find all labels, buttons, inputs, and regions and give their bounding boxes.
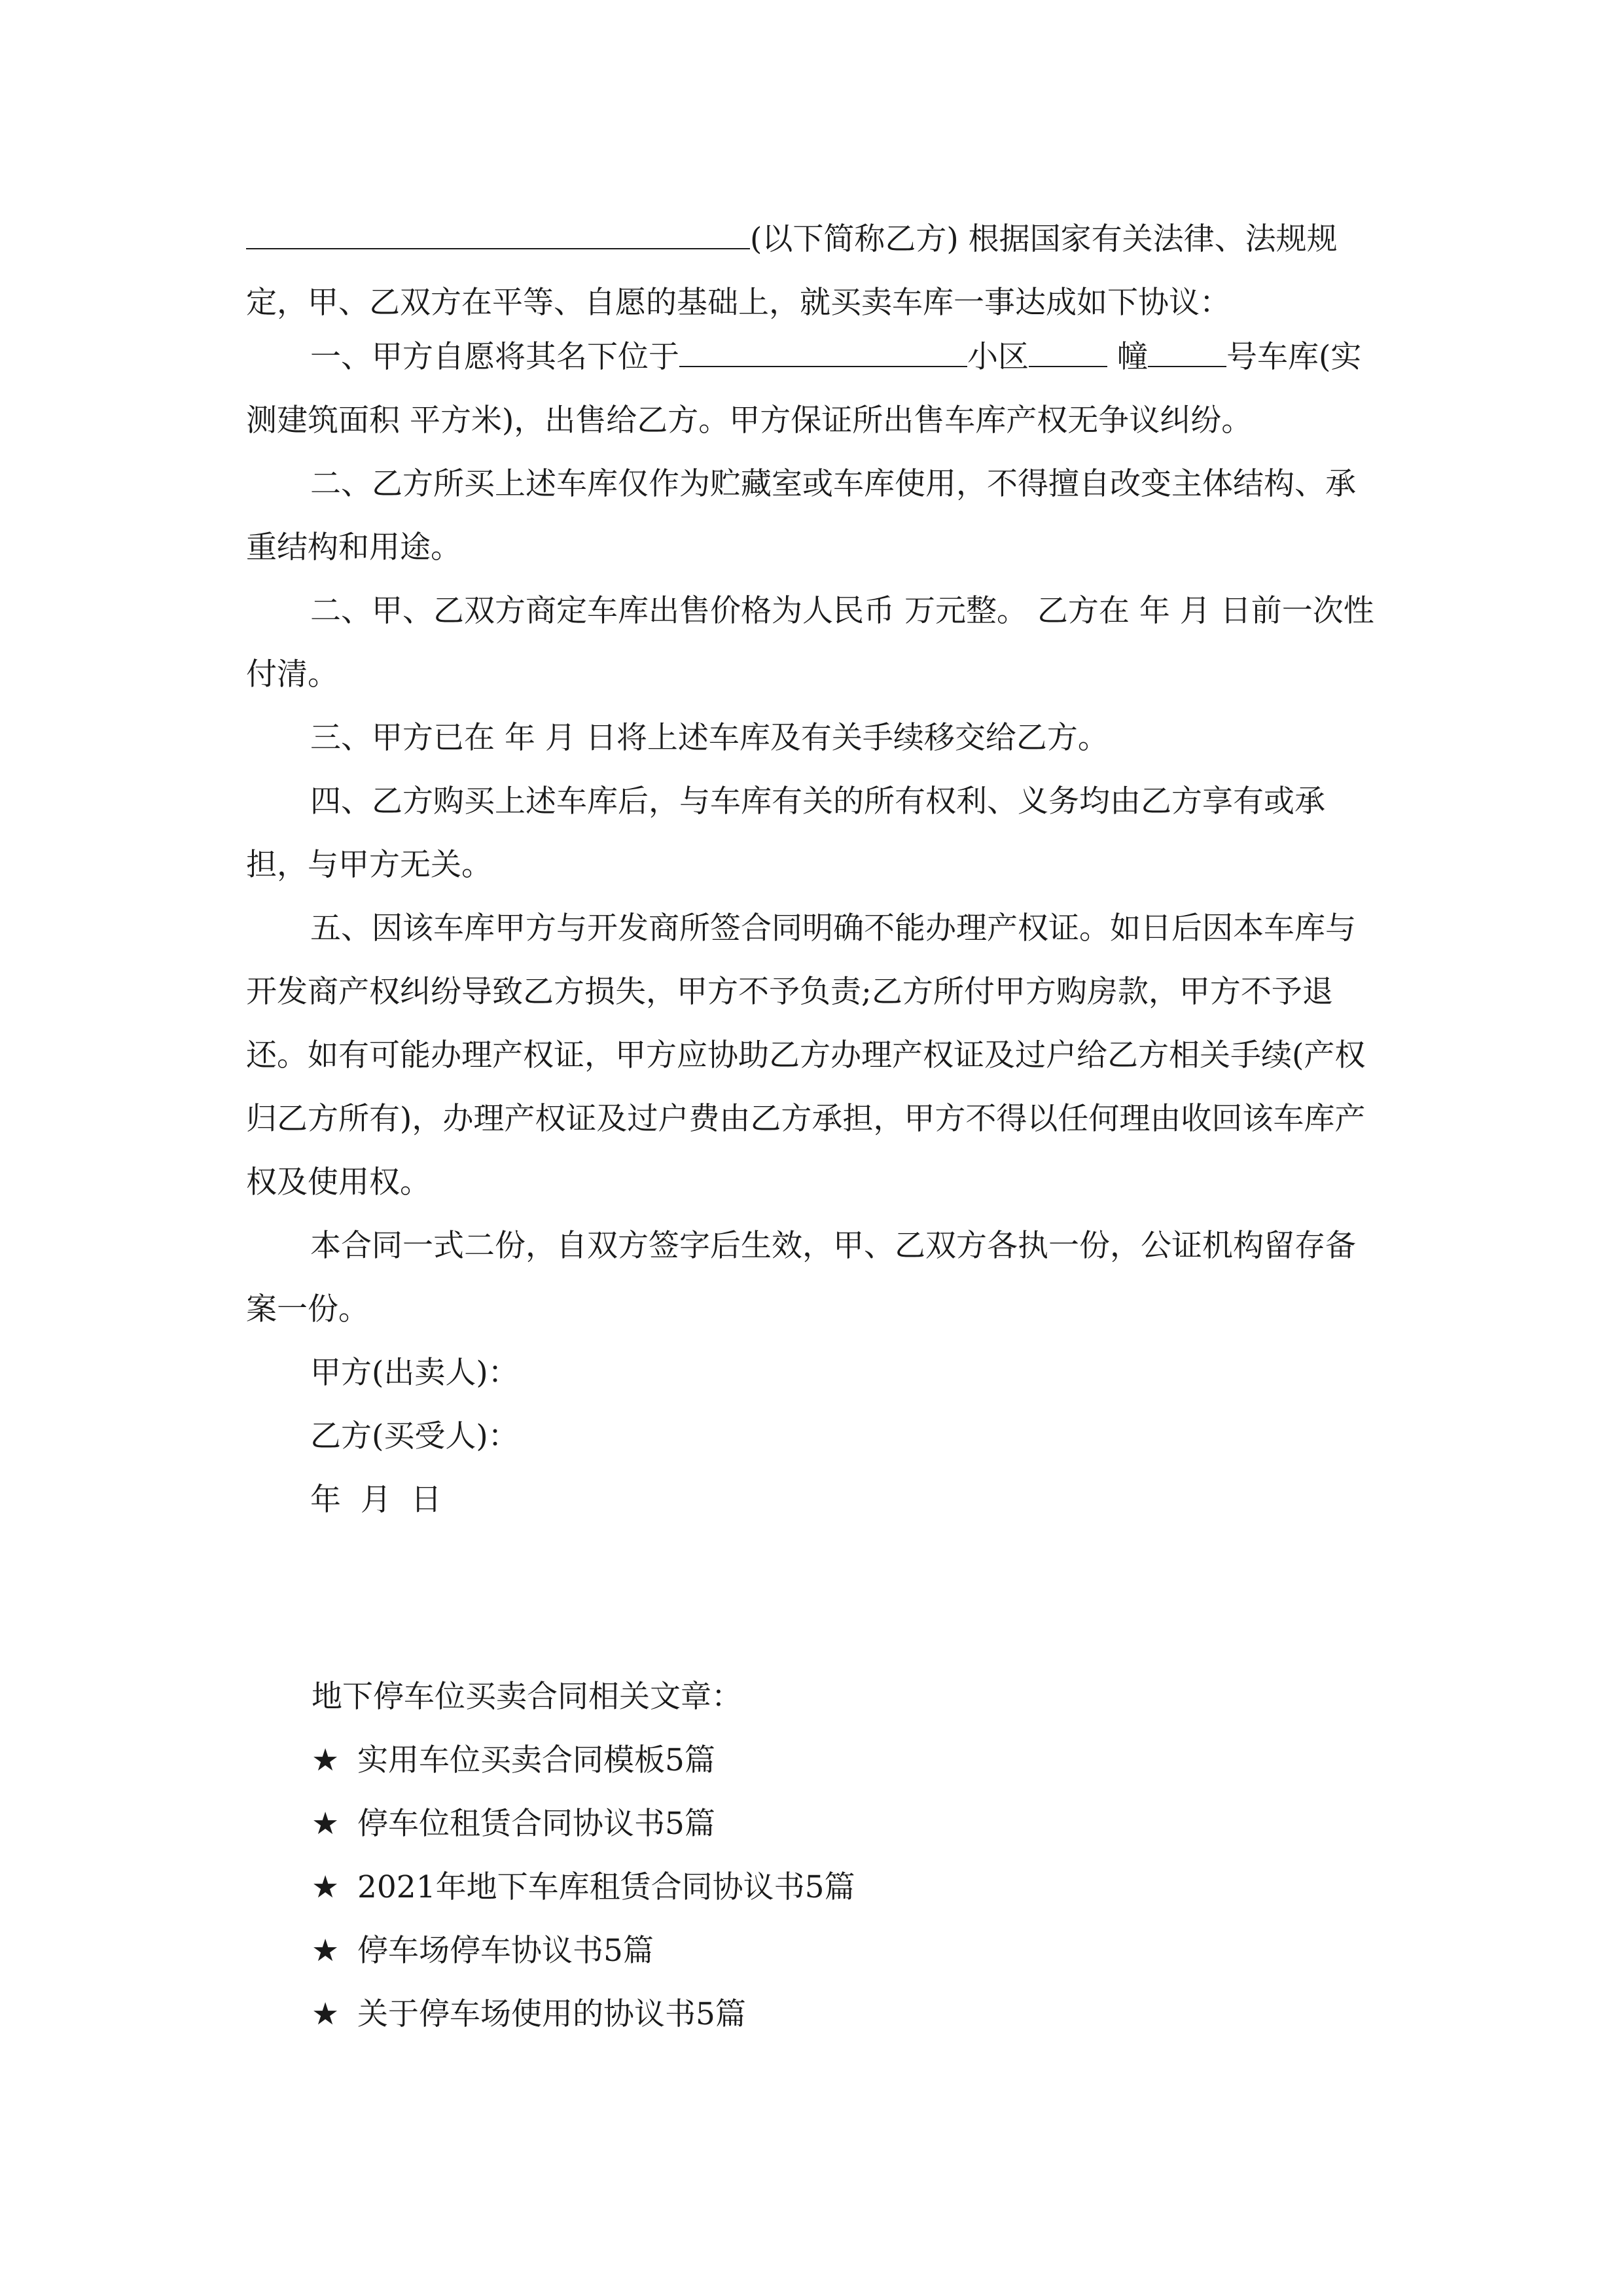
related-link-4[interactable] (312, 1931, 654, 1971)
intro-line-2: 定，甲、乙双方在平等、自愿的基础上，就买卖车库一事达成如下协议： (246, 285, 1230, 321)
signature-date: 年 月 日 (310, 1482, 442, 1518)
blank-building (1029, 337, 1107, 367)
related-link-text[interactable]: 实用车位买卖合同模板5篇 (357, 1742, 715, 1778)
contract-intro (246, 207, 1378, 334)
blank-party-b (246, 219, 750, 249)
related-link-text[interactable]: 关于停车场使用的协议书5篇 (357, 1996, 746, 2032)
blank-community (679, 337, 967, 367)
seller-signature-label: 甲方(出卖人)： (310, 1355, 519, 1391)
related-articles-heading: 地下停车位买卖合同相关文章： (312, 1679, 742, 1715)
clause-1-a: 一、甲方自愿将其名下位于 (310, 339, 679, 375)
star-icon: ★ (312, 1806, 340, 1842)
related-link-text[interactable]: 2021年地下车库租赁合同协议书5篇 (357, 1869, 855, 1905)
clause-7: 本合同一式二份，自双方签字后生效，甲、乙双方各执一份，公证机构留存备案一份。 (246, 1228, 1356, 1327)
star-icon: ★ (312, 1869, 340, 1905)
related-link-3[interactable] (312, 1868, 855, 1907)
star-icon: ★ (312, 1996, 340, 2032)
star-icon: ★ (312, 1933, 340, 1969)
clause-1-b: 小区 (967, 339, 1029, 375)
buyer-signature-label: 乙方(买受人)： (310, 1418, 519, 1454)
clause-5: 四、乙方购买上述车库后，与车库有关的所有权利、义务均由乙方享有或承担，与甲方无关。 (246, 783, 1325, 883)
star-icon: ★ (312, 1742, 340, 1778)
related-link-5[interactable] (312, 1995, 746, 2034)
intro-line-1: (以下简称乙方) 根据国家有关法律、法规规 (750, 221, 1338, 257)
blank-garage-no (1148, 337, 1226, 367)
clause-2: 二、乙方所买上述车库仅作为贮藏室或车库使用，不得擅自改变主体结构、承重结构和用途。 (246, 466, 1356, 565)
clause-3: 二、甲、乙双方商定车库出售价格为人民币 万元整。 乙方在 年 月 日前一次性付清。 (246, 593, 1374, 692)
related-link-2[interactable] (312, 1804, 715, 1844)
clause-1-c: 幢 (1116, 339, 1148, 375)
related-link-text[interactable]: 停车位租赁合同协议书5篇 (357, 1806, 715, 1842)
clause-4: 三、甲方已在 年 月 日将上述车库及有关手续移交给乙方。 (310, 720, 1109, 756)
related-link-text[interactable]: 停车场停车协议书5篇 (357, 1933, 654, 1969)
clause-1-d: 号车库(实测建筑面积 平方米)，出售给乙方。甲方保证所出售车库产权无争议纠纷。 (246, 339, 1362, 439)
clause-1 (246, 325, 1378, 452)
clause-6: 五、因该车库甲方与开发商所签合同明确不能办理产权证。如日后因本车库与开发商产权纠纷导致乙方损失，甲方不予负责;乙方所付甲方购房款，甲方不予退还。如有可能办理产权证，甲方应协助乙方办理产权证及过户给乙方相关手续(产权归乙方所有)，办理产权证及过户费由乙方承担，甲方不得以任何理由收回该车库产权及使用权。 (246, 910, 1366, 1200)
related-link-1[interactable] (312, 1741, 715, 1780)
